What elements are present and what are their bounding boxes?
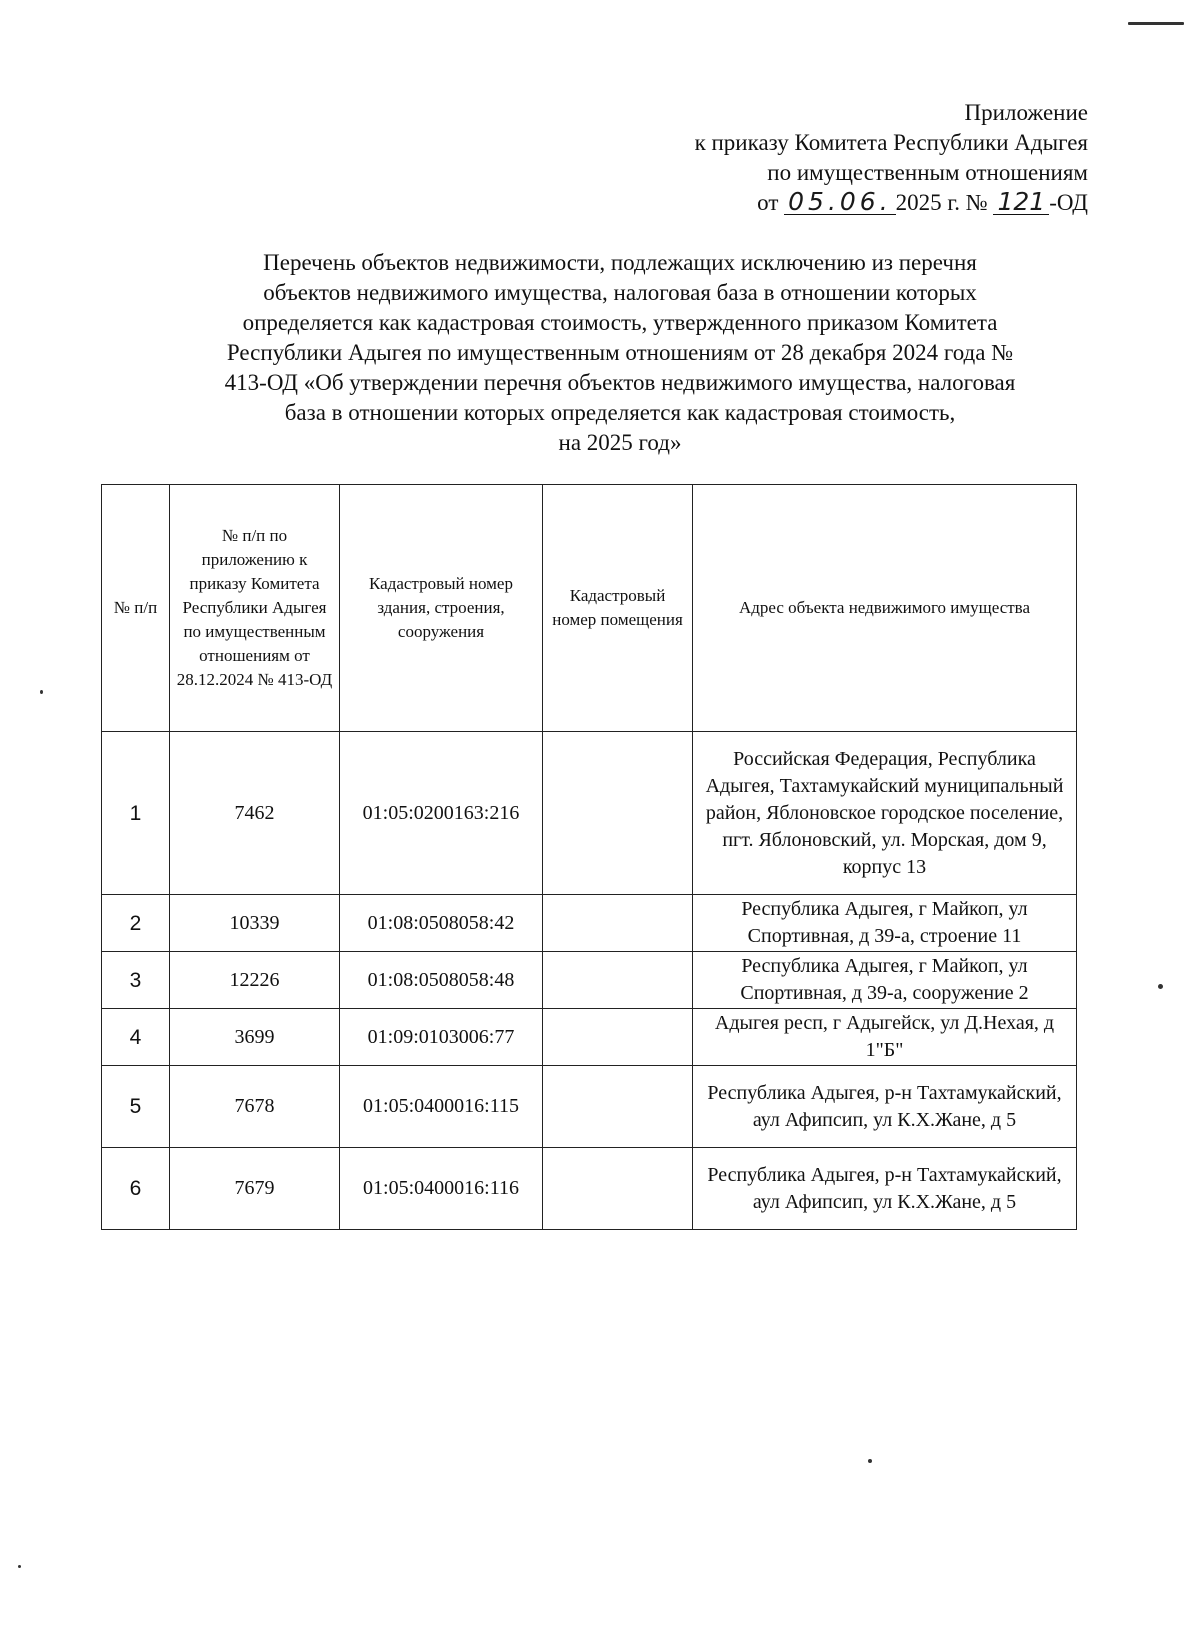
- order-reference: к приказу Комитета Республики Адыгея: [694, 130, 1088, 155]
- title-line: 413-ОД «Об утверждении перечня объектов недвижимого имущества, налоговая: [224, 370, 1016, 395]
- appendix-label: Приложение: [964, 100, 1088, 125]
- scan-artifact: [1158, 984, 1163, 989]
- handwritten-date: 05.06.: [784, 190, 896, 215]
- room-cadastral: [543, 1009, 693, 1066]
- scan-artifact: [18, 1565, 21, 1568]
- number-suffix: -ОД: [1049, 190, 1088, 215]
- address: Республика Адыгея, г Майкоп, ул Спортивная, д 39-а, строение 11: [693, 895, 1077, 952]
- building-cadastral: 01:05:0200163:216: [340, 732, 543, 895]
- table-row: [102, 952, 1077, 1009]
- building-cadastral: 01:05:0400016:116: [340, 1148, 543, 1230]
- appendix-number: 7462: [170, 732, 340, 895]
- table-row: [102, 732, 1077, 895]
- header-address: Адрес объекта недвижимого имущества: [693, 485, 1077, 732]
- order-date-line: [695, 188, 1088, 218]
- scan-artifact: [1128, 22, 1184, 25]
- property-table: [101, 484, 1077, 1230]
- address: Республика Адыгея, г Майкоп, ул Спортивная, д 39-а, сооружение 2: [693, 952, 1077, 1009]
- appendix-number: 7679: [170, 1148, 340, 1230]
- scan-artifact: [868, 1459, 872, 1463]
- appendix-header: [695, 98, 1088, 218]
- room-cadastral: [543, 1148, 693, 1230]
- table-header-row: [102, 485, 1077, 732]
- row-number: 5: [102, 1066, 170, 1148]
- date-prefix: от: [757, 190, 779, 215]
- appendix-number: 12226: [170, 952, 340, 1009]
- appendix-number: 3699: [170, 1009, 340, 1066]
- address: Российская Федерация, Республика Адыгея, Тахтамукайский муниципальный район, Яблоновское городское поселение, пгт. Яблоновский, ул. Морская, дом 9, корпус 13: [693, 732, 1077, 895]
- room-cadastral: [543, 895, 693, 952]
- address: Республика Адыгея, р-н Тахтамукайский, аул Афипсип, ул К.Х.Жане, д 5: [693, 1066, 1077, 1148]
- header-building-cadastral: Кадастровый номер здания, строения, сооружения: [340, 485, 543, 732]
- title-line: Перечень объектов недвижимости, подлежащих исключению из перечня: [263, 250, 977, 275]
- title-line: база в отношении которых определяется как кадастровая стоимость,: [284, 400, 956, 425]
- building-cadastral: 01:08:0508058:42: [340, 895, 543, 952]
- room-cadastral: [543, 1066, 693, 1148]
- header-room-cadastral: Кадастровый номер помещения: [543, 485, 693, 732]
- title-line: определяется как кадастровая стоимость, утвержденного приказом Комитета: [242, 310, 998, 335]
- year-text: 2025 г. №: [895, 190, 988, 215]
- appendix-number: 10339: [170, 895, 340, 952]
- handwritten-order-number: 121: [993, 190, 1049, 215]
- table-row: [102, 895, 1077, 952]
- building-cadastral: 01:08:0508058:48: [340, 952, 543, 1009]
- scan-artifact: [40, 690, 43, 694]
- title-line: Республики Адыгея по имущественным отношениям от 28 декабря 2024 года №: [226, 340, 1014, 365]
- address: Адыгея респ, г Адыгейск, ул Д.Нехая, д 1"Б": [693, 1009, 1077, 1066]
- room-cadastral: [543, 952, 693, 1009]
- header-row-number: № п/п: [102, 485, 170, 732]
- room-cadastral: [543, 732, 693, 895]
- title-line: на 2025 год»: [558, 430, 682, 455]
- table-row: [102, 1148, 1077, 1230]
- address: Республика Адыгея, р-н Тахтамукайский, аул Афипсип, ул К.Х.Жане, д 5: [693, 1148, 1077, 1230]
- building-cadastral: 01:09:0103006:77: [340, 1009, 543, 1066]
- row-number: 2: [102, 895, 170, 952]
- title-line: объектов недвижимого имущества, налоговая база в отношении которых: [263, 280, 977, 305]
- row-number: 3: [102, 952, 170, 1009]
- building-cadastral: 01:05:0400016:115: [340, 1066, 543, 1148]
- table-row: [102, 1009, 1077, 1066]
- document-title: [130, 248, 1110, 458]
- order-reference-cont: по имущественным отношениям: [767, 160, 1088, 185]
- row-number: 1: [102, 732, 170, 895]
- row-number: 6: [102, 1148, 170, 1230]
- header-appendix-number: № п/п по приложению к приказу Комитета Республики Адыгея по имущественным отношениям от 28.12.2024 № 413-ОД: [170, 485, 340, 732]
- row-number: 4: [102, 1009, 170, 1066]
- table-row: [102, 1066, 1077, 1148]
- appendix-number: 7678: [170, 1066, 340, 1148]
